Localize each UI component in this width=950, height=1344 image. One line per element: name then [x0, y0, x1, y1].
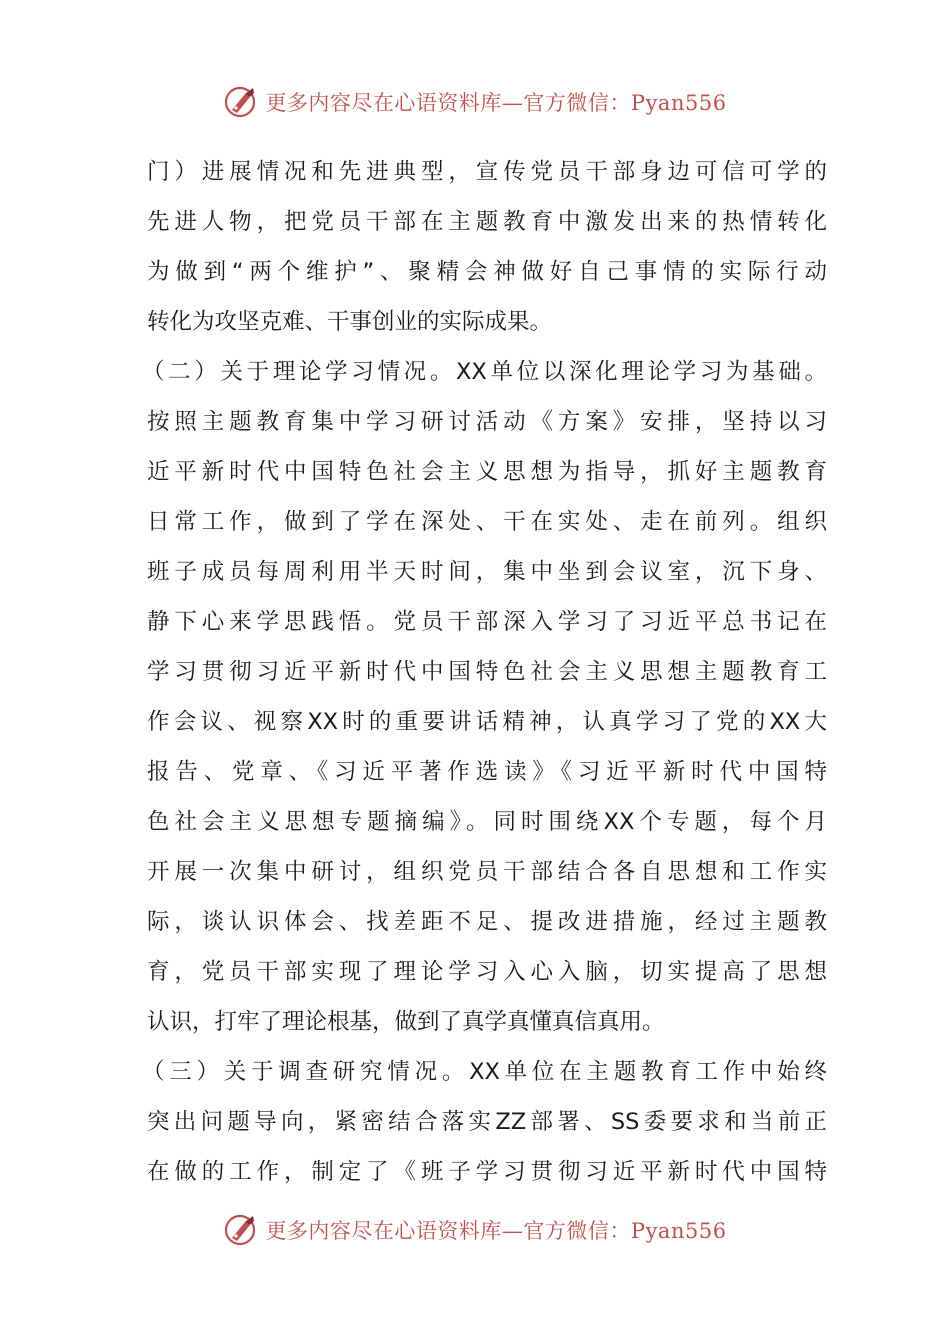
- paragraph-line: 近平新时代中国特色社会主义思想为指导，抓好主题教育: [147, 459, 827, 485]
- footer-watermark-text: 更多内容尽在心语资料库—官方微信：Pyan556: [265, 1219, 727, 1243]
- paragraph-line: 日常工作，做到了学在深处、干在实处、走在前列。组织: [147, 509, 827, 535]
- paragraph-line: 为做到“两个维护”、聚精会神做好自己事情的实际行动: [147, 259, 827, 285]
- paragraph-line: 静下心来学思践悟。党员干部深入学习了习近平总书记在: [147, 609, 827, 635]
- section-heading-line: （二）关于理论学习情况。XX单位以深化理论学习为基础。: [142, 359, 827, 385]
- paragraph-line: 门）进展情况和先进典型，宣传党员干部身边可信可学的: [147, 159, 827, 185]
- section-heading-line: （三）关于调查研究情况。XX单位在主题教育工作中始终: [142, 1059, 827, 1085]
- paragraph-line: 在做的工作，制定了《班子学习贯彻习近平新时代中国特: [147, 1159, 827, 1185]
- paragraph-line: 班子成员每周利用半天时间，集中坐到会议室，沉下身、: [147, 559, 827, 585]
- header-watermark-banner: [0, 82, 950, 122]
- paragraph-line: 学习贯彻习近平新时代中国特色社会主义思想主题教育工: [147, 659, 827, 685]
- paragraph-line: 际，谈认识体会、找差距不足、提改进措施，经过主题教: [147, 909, 827, 935]
- paragraph-line: 开展一次集中研讨，组织党员干部结合各自思想和工作实: [147, 859, 827, 885]
- pen-nib-logo-icon: [223, 1212, 259, 1248]
- paragraph-line: 先进人物，把党员干部在主题教育中激发出来的热情转化: [147, 209, 827, 235]
- paragraph-line: 作会议、视察XX时的重要讲话精神，认真学习了党的XX大: [147, 709, 827, 735]
- pen-nib-logo-icon: [223, 84, 259, 120]
- paragraph-line: 转化为攻坚克难、干事创业的实际成果。: [147, 309, 553, 335]
- header-watermark-text: 更多内容尽在心语资料库—官方微信：Pyan556: [265, 91, 727, 115]
- footer-watermark-banner: [0, 1210, 950, 1250]
- paragraph-line: 育，党员干部实现了理论学习入心入脑，切实提高了思想: [147, 959, 827, 985]
- paragraph-line: 认识，打牢了理论根基，做到了真学真懂真信真用。: [147, 1009, 665, 1035]
- document-body: [142, 147, 827, 1197]
- paragraph-line: 突出问题导向，紧密结合落实ZZ部署、SS委要求和当前正: [147, 1109, 827, 1135]
- paragraph-line: 报告、党章、《习近平著作选读》《习近平新时代中国特: [147, 759, 827, 785]
- paragraph-line: 色社会主义思想专题摘编》。同时围绕XX个专题，每个月: [147, 809, 827, 835]
- paragraph-line: 按照主题教育集中学习研讨活动《方案》安排，坚持以习: [147, 409, 827, 435]
